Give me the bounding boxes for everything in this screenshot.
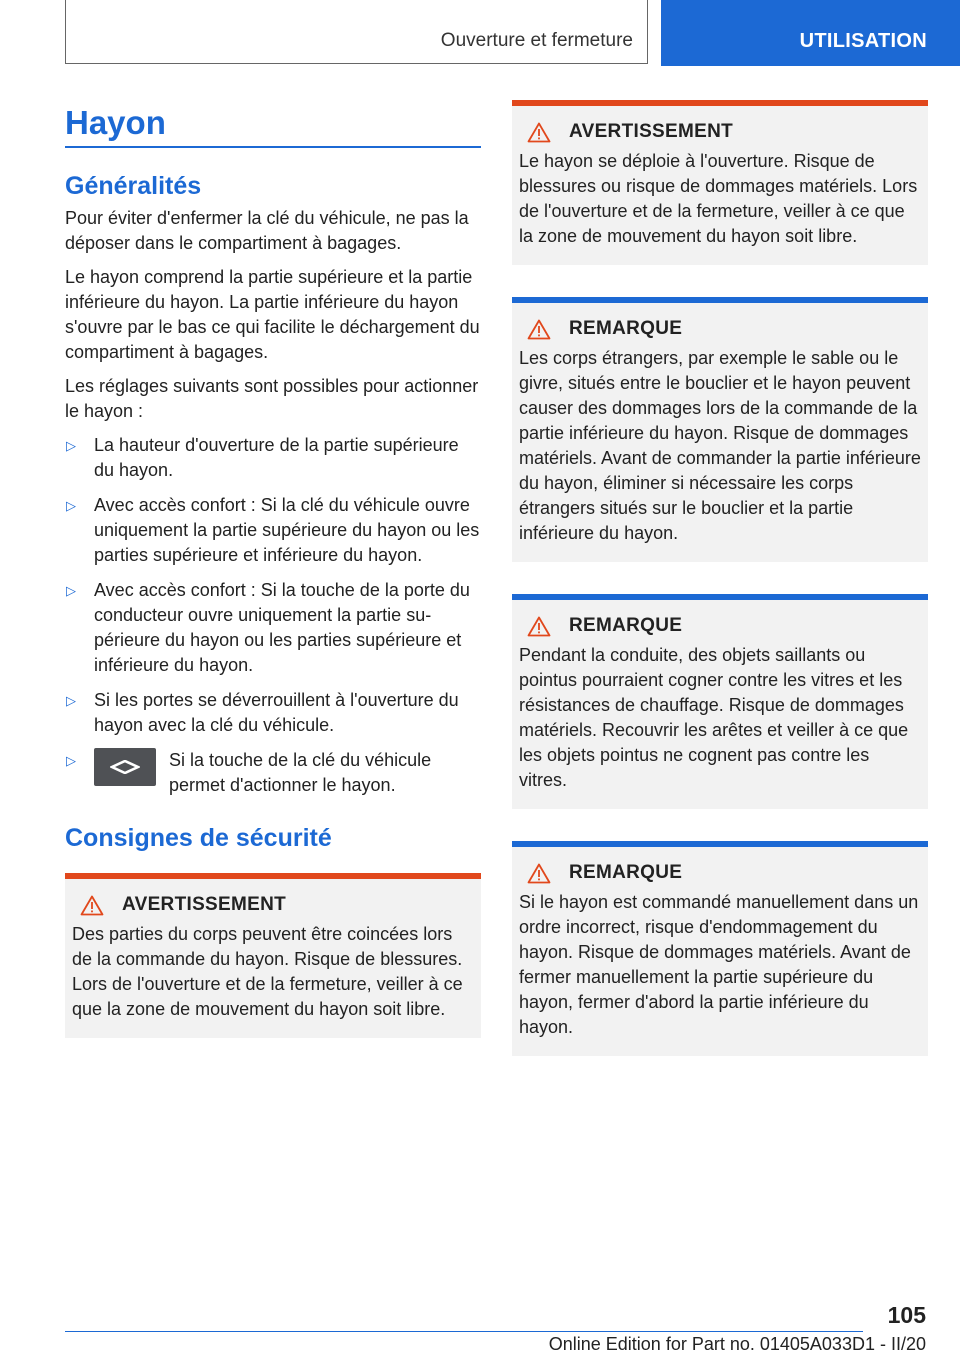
notice-header — [519, 316, 921, 342]
page-header — [0, 0, 960, 66]
notice-header — [519, 119, 921, 145]
footer-divider — [65, 1331, 863, 1332]
paragraph: Les réglages suivants sont possibles pour actionner le hayon : — [65, 376, 479, 421]
notice-text: Le hayon se déploie à l'ouverture. Risque de blessures ou risque de dommages matériels. Lors de l'ouverture et de la fermeture, veiller à ce que la zone de mouvement du hayon soit libre. — [519, 151, 918, 246]
warning-triangle-icon — [527, 863, 551, 884]
list-item — [65, 578, 481, 678]
list-item — [65, 688, 481, 738]
notice-header — [519, 860, 921, 886]
warning-triangle-icon — [527, 319, 551, 340]
page-title: Hayon — [65, 104, 166, 141]
image-bullet-text: Si la touche de la clé du véhicule permet d'actionner le hayon. — [169, 750, 432, 795]
key-button-icon — [94, 748, 156, 786]
warning-triangle-icon — [80, 895, 104, 916]
list-item — [65, 493, 481, 568]
notice-type: AVERTISSEMENT — [569, 121, 734, 142]
notice-type: REMARQUE — [569, 862, 683, 883]
left-column — [65, 100, 481, 1038]
notice-text: Des parties du corps peuvent être coincées lors de la commande du hayon. Risque de blessures. Lors de l'ouverture et de la fermeture, veiller à ce que la zone de mouvement du hayon soit libre. — [72, 924, 463, 1019]
remark-box — [512, 841, 928, 1056]
warning-box — [512, 100, 928, 265]
triangle-bullet-icon: ▷ — [66, 438, 76, 453]
list-item-text: Avec accès confort : Si la clé du véhicule ouvre uniquement la partie supérieure du hayon ou les parties supérieure et inférieure du hayon. — [94, 495, 480, 565]
warning-triangle-icon — [527, 122, 551, 143]
notice-text: Si le hayon est commandé manuellement dans un ordre incorrect, risque d'endommagement du hayon. Risque de dommages matériels. Avant de fermer manuellement la partie supérieure du hayon, fermer d'abord la partie inférieure du hayon. — [519, 892, 919, 1037]
notice-text: Pendant la conduite, des objets saillants ou pointus pourraient cogner contre les vitres et les résistances de chauffage. Risque de dommages matériels. Recouvrir les arêtes et veiller à ce que les objets pointus ne cognent pas contre les vitres. — [519, 645, 909, 790]
triangle-bullet-icon: ▷ — [66, 693, 76, 708]
edition-note: Online Edition for Part no. 01405A033D1 - II/20 — [548, 1334, 926, 1354]
notice-type: REMARQUE — [569, 318, 683, 339]
list-item — [65, 433, 481, 483]
title-divider — [65, 146, 481, 148]
chapter-tab — [661, 0, 960, 66]
list-item-text: Avec accès confort : Si la touche de la porte du conducteur ouvre uniquement la partie supérieure du hayon ou les parties supérieure et inférieure du hayon. — [94, 580, 470, 675]
paragraph: Pour éviter d'enfermer la clé du véhicule, ne pas la déposer dans le compartiment à bagages. — [65, 208, 469, 253]
notice-header — [519, 613, 921, 639]
section-heading-safety: Consignes de sécurité — [65, 824, 332, 852]
chapter-title: UTILISATION — [799, 30, 927, 52]
remark-box — [512, 594, 928, 809]
list-item — [65, 748, 481, 798]
notice-text: Les corps étrangers, par exemple le sable ou le givre, situés entre le bouclier et le hayon peuvent causer des dommages lors de la commande de la partie inférieure du hayon. Risque de dommages matériels. Avant de commander la partie inférieure du hayon, éliminer si nécessaire les corps étrangers situés sur le bouclier et la partie inférieure du hayon. — [519, 348, 921, 543]
list-item-text: Si les portes se déverrouillent à l'ouverture du hayon avec la clé du véhicule. — [94, 690, 459, 735]
section-heading-general: Généralités — [65, 172, 202, 200]
page-number: 105 — [887, 1302, 926, 1328]
section-title: Ouverture et fermeture — [440, 30, 633, 51]
notice-type: REMARQUE — [569, 615, 683, 636]
triangle-bullet-icon: ▷ — [66, 498, 76, 513]
image-bullet-row — [94, 748, 481, 798]
warning-triangle-icon — [527, 616, 551, 637]
notice-type: AVERTISSEMENT — [122, 894, 287, 915]
triangle-bullet-icon: ▷ — [66, 753, 76, 768]
paragraph: Le hayon comprend la partie supérieure et la partie inférieure du hayon. La partie inférieure du hayon s'ouvre par le bas ce qui facilite le déchargement du compartiment à bagages. — [65, 267, 480, 362]
warning-box — [65, 873, 481, 1038]
notice-header — [72, 892, 474, 918]
list-item-text: La hauteur d'ouverture de la partie supérieure du hayon. — [94, 435, 459, 480]
section-tab — [65, 0, 648, 64]
triangle-bullet-icon: ▷ — [66, 583, 76, 598]
right-column — [512, 100, 928, 1056]
remark-box — [512, 297, 928, 562]
settings-list — [65, 433, 481, 798]
